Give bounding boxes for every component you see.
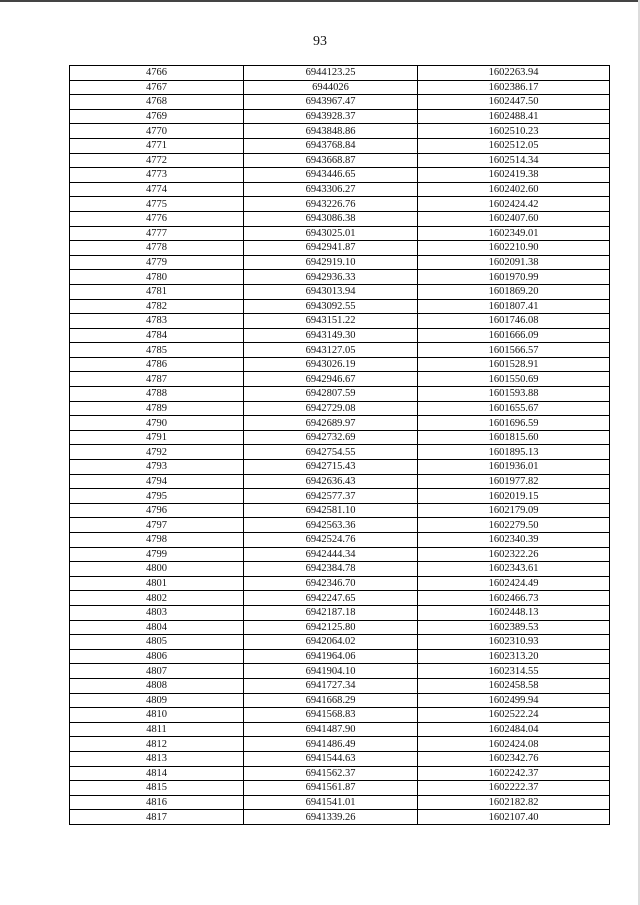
y-coordinate-cell: 1601936.01 bbox=[418, 460, 610, 475]
y-coordinate-cell: 1602222.37 bbox=[418, 781, 610, 796]
x-coordinate-cell: 6941727.34 bbox=[244, 678, 418, 693]
point-number-cell: 4768 bbox=[70, 95, 244, 110]
y-coordinate-cell: 1602522.24 bbox=[418, 708, 610, 723]
table-row bbox=[70, 489, 610, 504]
y-coordinate-cell: 1601528.91 bbox=[418, 357, 610, 372]
y-coordinate-cell: 1602263.94 bbox=[418, 66, 610, 81]
x-coordinate-cell: 6942064.02 bbox=[244, 635, 418, 650]
y-coordinate-cell: 1601869.20 bbox=[418, 284, 610, 299]
y-coordinate-cell: 1602447.50 bbox=[418, 95, 610, 110]
x-coordinate-cell: 6942581.10 bbox=[244, 503, 418, 518]
x-coordinate-cell: 6942247.65 bbox=[244, 591, 418, 606]
point-number-cell: 4778 bbox=[70, 241, 244, 256]
x-coordinate-cell: 6943149.30 bbox=[244, 328, 418, 343]
x-coordinate-cell: 6943026.19 bbox=[244, 357, 418, 372]
point-number-cell: 4776 bbox=[70, 211, 244, 226]
y-coordinate-cell: 1602499.94 bbox=[418, 693, 610, 708]
x-coordinate-cell: 6942125.80 bbox=[244, 620, 418, 635]
point-number-cell: 4777 bbox=[70, 226, 244, 241]
point-number-cell: 4798 bbox=[70, 533, 244, 548]
x-coordinate-cell: 6943025.01 bbox=[244, 226, 418, 241]
y-coordinate-cell: 1602182.82 bbox=[418, 795, 610, 810]
table-row bbox=[70, 401, 610, 416]
table-row bbox=[70, 66, 610, 81]
y-coordinate-cell: 1602340.39 bbox=[418, 533, 610, 548]
y-coordinate-cell: 1602242.37 bbox=[418, 766, 610, 781]
x-coordinate-cell: 6941486.49 bbox=[244, 737, 418, 752]
x-coordinate-cell: 6941568.83 bbox=[244, 708, 418, 723]
table-row bbox=[70, 343, 610, 358]
x-coordinate-cell: 6942941.87 bbox=[244, 241, 418, 256]
x-coordinate-cell: 6943668.87 bbox=[244, 153, 418, 168]
point-number-cell: 4766 bbox=[70, 66, 244, 81]
table-row bbox=[70, 387, 610, 402]
x-coordinate-cell: 6942187.18 bbox=[244, 605, 418, 620]
table-row bbox=[70, 372, 610, 387]
table-row bbox=[70, 168, 610, 183]
table-row bbox=[70, 562, 610, 577]
table-row bbox=[70, 576, 610, 591]
y-coordinate-cell: 1602091.38 bbox=[418, 255, 610, 270]
point-number-cell: 4799 bbox=[70, 547, 244, 562]
x-coordinate-cell: 6943306.27 bbox=[244, 182, 418, 197]
y-coordinate-cell: 1602419.38 bbox=[418, 168, 610, 183]
y-coordinate-cell: 1602466.73 bbox=[418, 591, 610, 606]
point-number-cell: 4790 bbox=[70, 416, 244, 431]
y-coordinate-cell: 1602210.90 bbox=[418, 241, 610, 256]
point-number-cell: 4786 bbox=[70, 357, 244, 372]
table-row bbox=[70, 460, 610, 475]
table-row bbox=[70, 664, 610, 679]
x-coordinate-cell: 6942636.43 bbox=[244, 474, 418, 489]
point-number-cell: 4801 bbox=[70, 576, 244, 591]
y-coordinate-cell: 1602349.01 bbox=[418, 226, 610, 241]
table-row bbox=[70, 737, 610, 752]
y-coordinate-cell: 1601696.59 bbox=[418, 416, 610, 431]
y-coordinate-cell: 1602424.42 bbox=[418, 197, 610, 212]
point-number-cell: 4805 bbox=[70, 635, 244, 650]
x-coordinate-cell: 6942715.43 bbox=[244, 460, 418, 475]
coordinates-table-body bbox=[70, 66, 610, 825]
x-coordinate-cell: 6941668.29 bbox=[244, 693, 418, 708]
table-row bbox=[70, 270, 610, 285]
table-row bbox=[70, 708, 610, 723]
y-coordinate-cell: 1602310.93 bbox=[418, 635, 610, 650]
point-number-cell: 4783 bbox=[70, 314, 244, 329]
table-row bbox=[70, 795, 610, 810]
y-coordinate-cell: 1602342.76 bbox=[418, 751, 610, 766]
y-coordinate-cell: 1601970.99 bbox=[418, 270, 610, 285]
point-number-cell: 4789 bbox=[70, 401, 244, 416]
table-row bbox=[70, 781, 610, 796]
x-coordinate-cell: 6942563.36 bbox=[244, 518, 418, 533]
x-coordinate-cell: 6943768.84 bbox=[244, 138, 418, 153]
x-coordinate-cell: 6943013.94 bbox=[244, 284, 418, 299]
table-row bbox=[70, 503, 610, 518]
point-number-cell: 4816 bbox=[70, 795, 244, 810]
x-coordinate-cell: 6942807.59 bbox=[244, 387, 418, 402]
y-coordinate-cell: 1602343.61 bbox=[418, 562, 610, 577]
point-number-cell: 4807 bbox=[70, 664, 244, 679]
x-coordinate-cell: 6942384.78 bbox=[244, 562, 418, 577]
table-row bbox=[70, 547, 610, 562]
point-number-cell: 4775 bbox=[70, 197, 244, 212]
table-row bbox=[70, 649, 610, 664]
point-number-cell: 4795 bbox=[70, 489, 244, 504]
y-coordinate-cell: 1602510.23 bbox=[418, 124, 610, 139]
table-row bbox=[70, 678, 610, 693]
x-coordinate-cell: 6942346.70 bbox=[244, 576, 418, 591]
x-coordinate-cell: 6944026 bbox=[244, 80, 418, 95]
x-coordinate-cell: 6942729.08 bbox=[244, 401, 418, 416]
y-coordinate-cell: 1601666.09 bbox=[418, 328, 610, 343]
point-number-cell: 4813 bbox=[70, 751, 244, 766]
x-coordinate-cell: 6941904.10 bbox=[244, 664, 418, 679]
x-coordinate-cell: 6942936.33 bbox=[244, 270, 418, 285]
x-coordinate-cell: 6941339.26 bbox=[244, 810, 418, 825]
table-row bbox=[70, 766, 610, 781]
table-row bbox=[70, 605, 610, 620]
y-coordinate-cell: 1602386.17 bbox=[418, 80, 610, 95]
y-coordinate-cell: 1602279.50 bbox=[418, 518, 610, 533]
point-number-cell: 4800 bbox=[70, 562, 244, 577]
x-coordinate-cell: 6941562.37 bbox=[244, 766, 418, 781]
point-number-cell: 4780 bbox=[70, 270, 244, 285]
table-row bbox=[70, 445, 610, 460]
point-number-cell: 4794 bbox=[70, 474, 244, 489]
y-coordinate-cell: 1601593.88 bbox=[418, 387, 610, 402]
y-coordinate-cell: 1602424.49 bbox=[418, 576, 610, 591]
x-coordinate-cell: 6942732.69 bbox=[244, 430, 418, 445]
table-row bbox=[70, 357, 610, 372]
point-number-cell: 4788 bbox=[70, 387, 244, 402]
point-number-cell: 4810 bbox=[70, 708, 244, 723]
y-coordinate-cell: 1602402.60 bbox=[418, 182, 610, 197]
page-number: 93 bbox=[313, 34, 327, 49]
y-coordinate-cell: 1602448.13 bbox=[418, 605, 610, 620]
y-coordinate-cell: 1602512.05 bbox=[418, 138, 610, 153]
x-coordinate-cell: 6942919.10 bbox=[244, 255, 418, 270]
point-number-cell: 4772 bbox=[70, 153, 244, 168]
table-row bbox=[70, 416, 610, 431]
x-coordinate-cell: 6942754.55 bbox=[244, 445, 418, 460]
point-number-cell: 4784 bbox=[70, 328, 244, 343]
table-row bbox=[70, 314, 610, 329]
point-number-cell: 4782 bbox=[70, 299, 244, 314]
table-row bbox=[70, 751, 610, 766]
point-number-cell: 4767 bbox=[70, 80, 244, 95]
x-coordinate-cell: 6942444.34 bbox=[244, 547, 418, 562]
table-row bbox=[70, 197, 610, 212]
point-number-cell: 4804 bbox=[70, 620, 244, 635]
table-row bbox=[70, 591, 610, 606]
x-coordinate-cell: 6943967.47 bbox=[244, 95, 418, 110]
table-row bbox=[70, 255, 610, 270]
point-number-cell: 4791 bbox=[70, 430, 244, 445]
point-number-cell: 4785 bbox=[70, 343, 244, 358]
table-row bbox=[70, 620, 610, 635]
point-number-cell: 4802 bbox=[70, 591, 244, 606]
table-row bbox=[70, 124, 610, 139]
y-coordinate-cell: 1601566.57 bbox=[418, 343, 610, 358]
y-coordinate-cell: 1601807.41 bbox=[418, 299, 610, 314]
x-coordinate-cell: 6944123.25 bbox=[244, 66, 418, 81]
x-coordinate-cell: 6943086.38 bbox=[244, 211, 418, 226]
point-number-cell: 4771 bbox=[70, 138, 244, 153]
x-coordinate-cell: 6941541.01 bbox=[244, 795, 418, 810]
table-row bbox=[70, 430, 610, 445]
x-coordinate-cell: 6941561.87 bbox=[244, 781, 418, 796]
y-coordinate-cell: 1602389.53 bbox=[418, 620, 610, 635]
point-number-cell: 4809 bbox=[70, 693, 244, 708]
y-coordinate-cell: 1601550.69 bbox=[418, 372, 610, 387]
x-coordinate-cell: 6942577.37 bbox=[244, 489, 418, 504]
table-row bbox=[70, 153, 610, 168]
point-number-cell: 4796 bbox=[70, 503, 244, 518]
table-row bbox=[70, 211, 610, 226]
point-number-cell: 4797 bbox=[70, 518, 244, 533]
point-number-cell: 4808 bbox=[70, 678, 244, 693]
point-number-cell: 4792 bbox=[70, 445, 244, 460]
point-number-cell: 4793 bbox=[70, 460, 244, 475]
y-coordinate-cell: 1602314.55 bbox=[418, 664, 610, 679]
table-row bbox=[70, 80, 610, 95]
table-row bbox=[70, 109, 610, 124]
y-coordinate-cell: 1601815.60 bbox=[418, 430, 610, 445]
y-coordinate-cell: 1602179.09 bbox=[418, 503, 610, 518]
table-row bbox=[70, 299, 610, 314]
point-number-cell: 4817 bbox=[70, 810, 244, 825]
y-coordinate-cell: 1602107.40 bbox=[418, 810, 610, 825]
y-coordinate-cell: 1602488.41 bbox=[418, 109, 610, 124]
point-number-cell: 4770 bbox=[70, 124, 244, 139]
table-row bbox=[70, 284, 610, 299]
y-coordinate-cell: 1601746.08 bbox=[418, 314, 610, 329]
point-number-cell: 4811 bbox=[70, 722, 244, 737]
x-coordinate-cell: 6942946.67 bbox=[244, 372, 418, 387]
table-row bbox=[70, 95, 610, 110]
y-coordinate-cell: 1601895.13 bbox=[418, 445, 610, 460]
point-number-cell: 4814 bbox=[70, 766, 244, 781]
table-row bbox=[70, 226, 610, 241]
x-coordinate-cell: 6943127.05 bbox=[244, 343, 418, 358]
point-number-cell: 4769 bbox=[70, 109, 244, 124]
x-coordinate-cell: 6943848.86 bbox=[244, 124, 418, 139]
top-scan-rule bbox=[0, 0, 640, 2]
y-coordinate-cell: 1602458.58 bbox=[418, 678, 610, 693]
table-row bbox=[70, 182, 610, 197]
point-number-cell: 4815 bbox=[70, 781, 244, 796]
y-coordinate-cell: 1602424.08 bbox=[418, 737, 610, 752]
point-number-cell: 4806 bbox=[70, 649, 244, 664]
coordinates-table bbox=[69, 65, 610, 825]
x-coordinate-cell: 6942524.76 bbox=[244, 533, 418, 548]
y-coordinate-cell: 1601655.67 bbox=[418, 401, 610, 416]
point-number-cell: 4779 bbox=[70, 255, 244, 270]
table-row bbox=[70, 810, 610, 825]
x-coordinate-cell: 6943446.65 bbox=[244, 168, 418, 183]
point-number-cell: 4787 bbox=[70, 372, 244, 387]
x-coordinate-cell: 6943226.76 bbox=[244, 197, 418, 212]
y-coordinate-cell: 1602407.60 bbox=[418, 211, 610, 226]
x-coordinate-cell: 6941964.06 bbox=[244, 649, 418, 664]
table-row bbox=[70, 241, 610, 256]
y-coordinate-cell: 1602313.20 bbox=[418, 649, 610, 664]
table-row bbox=[70, 328, 610, 343]
y-coordinate-cell: 1602322.26 bbox=[418, 547, 610, 562]
y-coordinate-cell: 1602019.15 bbox=[418, 489, 610, 504]
point-number-cell: 4781 bbox=[70, 284, 244, 299]
x-coordinate-cell: 6943151.22 bbox=[244, 314, 418, 329]
table-row bbox=[70, 138, 610, 153]
table-row bbox=[70, 635, 610, 650]
table-row bbox=[70, 533, 610, 548]
point-number-cell: 4803 bbox=[70, 605, 244, 620]
point-number-cell: 4774 bbox=[70, 182, 244, 197]
table-row bbox=[70, 722, 610, 737]
point-number-cell: 4773 bbox=[70, 168, 244, 183]
y-coordinate-cell: 1602484.04 bbox=[418, 722, 610, 737]
table-row bbox=[70, 693, 610, 708]
x-coordinate-cell: 6942689.97 bbox=[244, 416, 418, 431]
point-number-cell: 4812 bbox=[70, 737, 244, 752]
table-row bbox=[70, 474, 610, 489]
y-coordinate-cell: 1601977.82 bbox=[418, 474, 610, 489]
table-row bbox=[70, 518, 610, 533]
x-coordinate-cell: 6941487.90 bbox=[244, 722, 418, 737]
x-coordinate-cell: 6943092.55 bbox=[244, 299, 418, 314]
x-coordinate-cell: 6943928.37 bbox=[244, 109, 418, 124]
y-coordinate-cell: 1602514.34 bbox=[418, 153, 610, 168]
x-coordinate-cell: 6941544.63 bbox=[244, 751, 418, 766]
